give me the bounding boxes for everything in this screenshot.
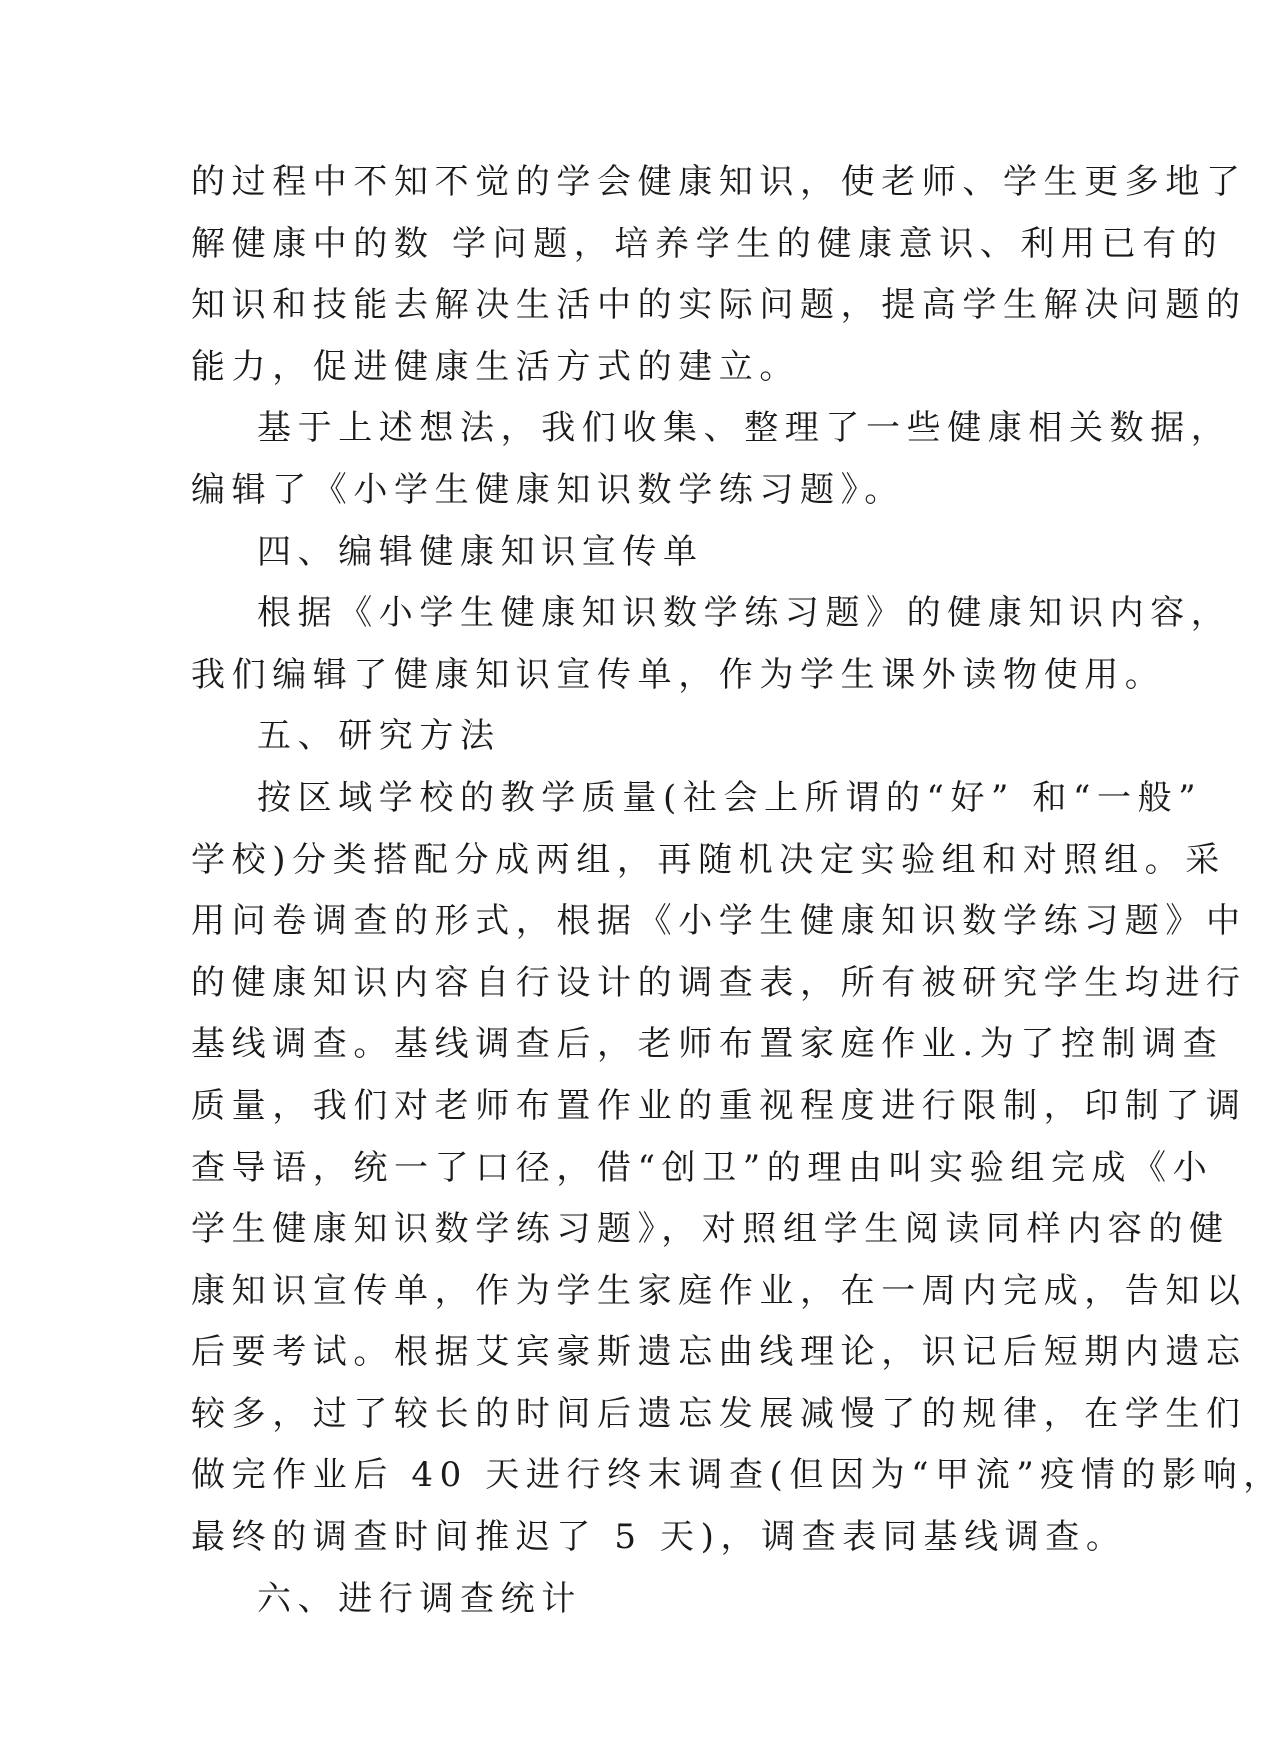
paragraph-line-indented: 五、研究方法: [257, 716, 501, 757]
paragraph-line: 的过程中不知不觉的学会健康知识，使老师、学生更多地了: [191, 162, 1247, 202]
document-body: [191, 152, 1284, 1630]
paragraph-line: 较多，过了较长的时间后遗忘发展减慢了的规律，在学生们: [191, 1393, 1247, 1434]
paragraph-line: 的健康知识内容自行设计的调查表，所有被研究学生均进行: [191, 962, 1247, 1003]
paragraph-line: 康知识宣传单，作为学生家庭作业，在一周内完成，告知以: [191, 1270, 1247, 1311]
paragraph-line: 知识和技能去解决生活中的实际问题，提高学生解决问题的: [191, 285, 1247, 326]
paragraph-line: 我们编辑了健康知识宣传单，作为学生课外读物使用。: [191, 654, 1166, 695]
paragraph-line: 查导语，统一了口径，借“创卫”的理由叫实验组完成《小: [191, 1147, 1214, 1188]
paragraph-line: 用问卷调查的形式，根据《小学生健康知识数学练习题》中: [191, 901, 1247, 942]
paragraph-line: 解健康中的数 学问题，培养学生的健康意识、利用已有的: [191, 223, 1224, 264]
paragraph-line: 编辑了《小学生健康知识数学练习题》。: [191, 469, 905, 510]
paragraph-line-indented: 按区域学校的教学质量(社会上所谓的“好” 和“一般”: [257, 777, 1203, 818]
paragraph-line: 后要考试。根据艾宾豪斯遗忘曲线理论，识记后短期内遗忘: [191, 1332, 1247, 1373]
paragraph-line: 质量，我们对老师布置作业的重视程度进行限制，印制了调: [191, 1085, 1247, 1126]
paragraph-line-indented: 四、编辑健康知识宣传单: [257, 531, 704, 572]
paragraph-line: 能力，促进健康生活方式的建立。: [191, 346, 800, 387]
paragraph-line: 基线调查。基线调查后，老师布置家庭作业.为了控制调查: [191, 1024, 1224, 1065]
paragraph-line-indented: 基于上述想法，我们收集、整理了一些健康相关数据，: [257, 408, 1232, 449]
paragraph-line: 最终的调查时间推迟了 5 天)，调查表同基线调查。: [191, 1517, 1127, 1558]
paragraph-line: 学生健康知识数学练习题》，对照组学生阅读同样内容的健: [191, 1209, 1230, 1250]
paragraph-line: 学校)分类搭配分成两组，再随机决定实验组和对照组。采: [191, 839, 1226, 880]
paragraph-line-indented: 根据《小学生健康知识数学练习题》的健康知识内容，: [257, 593, 1232, 634]
paragraph-line: 做完作业后 40 天进行终末调查(但因为“甲流”疫情的影响，: [191, 1455, 1284, 1496]
paragraph-line-indented: 六、进行调查统计: [257, 1578, 582, 1619]
